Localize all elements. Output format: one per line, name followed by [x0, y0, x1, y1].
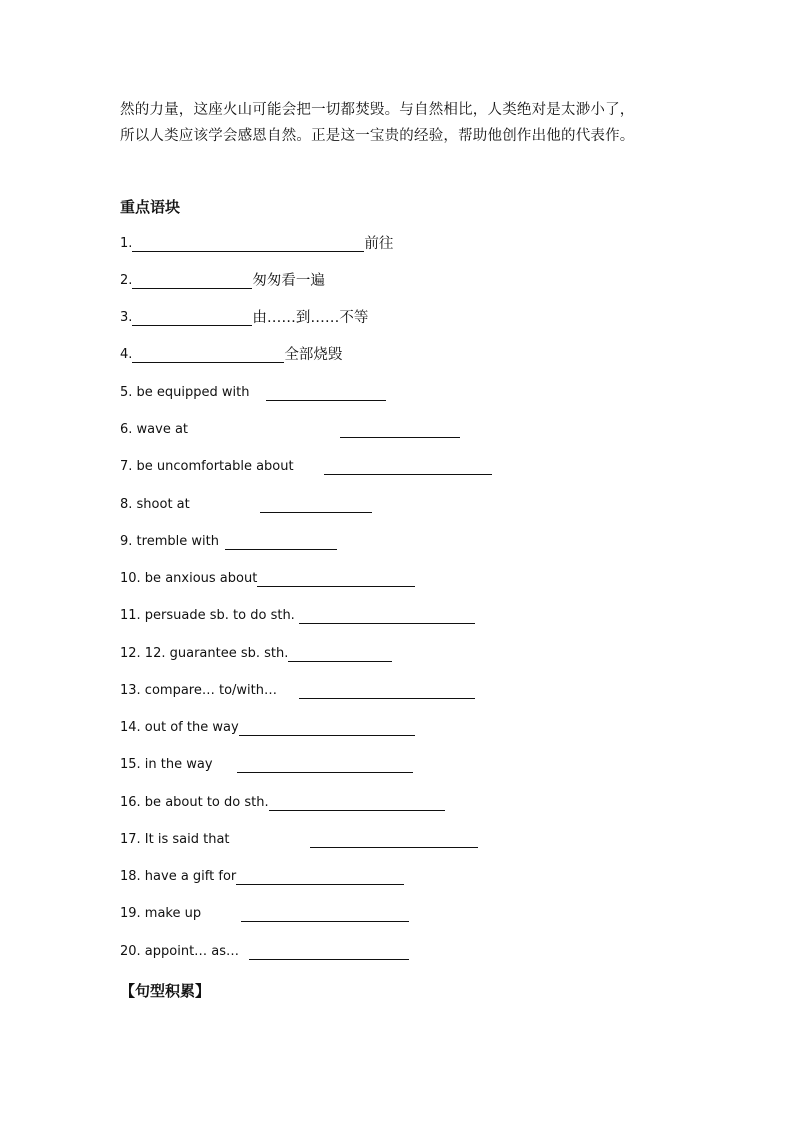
answer-blank[interactable]	[299, 684, 475, 699]
intro-line-1: 然的力量，这座火山可能会把一切都焚毁。与自然相比，人类绝对是太渺小了，	[120, 102, 635, 118]
answer-blank[interactable]	[310, 833, 478, 848]
item-prefix: 18. have a gift for	[120, 869, 237, 884]
item-meaning: 前往	[364, 236, 394, 252]
answer-blank[interactable]	[299, 609, 475, 624]
answer-blank[interactable]	[324, 460, 492, 475]
answer-blank[interactable]	[132, 274, 252, 289]
section-title: 重点语块	[120, 198, 181, 216]
list-item	[120, 680, 475, 702]
answer-blank[interactable]	[257, 572, 415, 587]
intro-paragraph	[120, 97, 710, 149]
item-prefix: 3.	[120, 310, 133, 325]
list-item	[120, 903, 409, 925]
item-meaning: 匆匆看一遍	[252, 273, 325, 289]
list-item	[120, 382, 386, 404]
list-item	[120, 605, 475, 627]
list-item	[120, 829, 478, 851]
answer-blank[interactable]	[132, 237, 364, 252]
answer-blank[interactable]	[260, 498, 372, 513]
item-meaning: 由……到……不等	[252, 310, 369, 326]
sentence-patterns-heading: 【句型积累】	[120, 982, 211, 1000]
answer-blank[interactable]	[237, 758, 413, 773]
item-prefix: 8. shoot at	[120, 497, 190, 512]
answer-blank[interactable]	[132, 348, 284, 363]
item-prefix: 2.	[120, 273, 133, 288]
answer-blank[interactable]	[239, 721, 415, 736]
list-item	[120, 941, 409, 963]
item-prefix: 12. 12. guarantee sb. sth.	[120, 646, 289, 661]
item-prefix: 20. appoint… as…	[120, 944, 240, 959]
answer-blank[interactable]	[132, 311, 252, 326]
item-prefix: 15. in the way	[120, 757, 213, 772]
item-prefix: 5. be equipped with	[120, 385, 250, 400]
item-prefix: 6. wave at	[120, 422, 189, 437]
list-item	[120, 344, 342, 366]
list-item	[120, 531, 337, 553]
item-prefix: 9. tremble with	[120, 534, 219, 549]
intro-line-2: 所以人类应该学会感恩自然。正是这一宝贵的经验，帮助他创作出他的代表作。	[120, 128, 635, 144]
answer-blank[interactable]	[225, 535, 337, 550]
item-prefix: 14. out of the way	[120, 720, 239, 735]
list-item	[120, 643, 392, 665]
list-item	[120, 792, 445, 814]
list-item	[120, 717, 415, 739]
item-prefix: 7. be uncomfortable about	[120, 459, 294, 474]
item-prefix: 4.	[120, 347, 133, 362]
list-item	[120, 568, 415, 590]
answer-blank[interactable]	[241, 907, 409, 922]
list-item	[120, 456, 492, 478]
item-prefix: 10. be anxious about	[120, 571, 258, 586]
answer-blank[interactable]	[269, 796, 445, 811]
list-item	[120, 233, 393, 255]
answer-blank[interactable]	[340, 423, 460, 438]
item-prefix: 13. compare… to/with…	[120, 683, 277, 698]
list-item	[120, 866, 404, 888]
item-prefix: 19. make up	[120, 906, 202, 921]
answer-blank[interactable]	[236, 870, 404, 885]
item-prefix: 16. be about to do sth.	[120, 795, 269, 810]
list-item	[120, 419, 460, 441]
answer-blank[interactable]	[266, 386, 386, 401]
item-prefix: 11. persuade sb. to do sth.	[120, 608, 295, 623]
list-item	[120, 270, 325, 292]
list-item	[120, 494, 372, 516]
item-prefix: 1.	[120, 236, 133, 251]
list-item	[120, 307, 368, 329]
item-prefix: 17. It is said that	[120, 832, 230, 847]
item-meaning: 全部烧毁	[284, 347, 343, 363]
answer-blank[interactable]	[249, 945, 409, 960]
list-item	[120, 754, 413, 776]
answer-blank[interactable]	[288, 647, 392, 662]
